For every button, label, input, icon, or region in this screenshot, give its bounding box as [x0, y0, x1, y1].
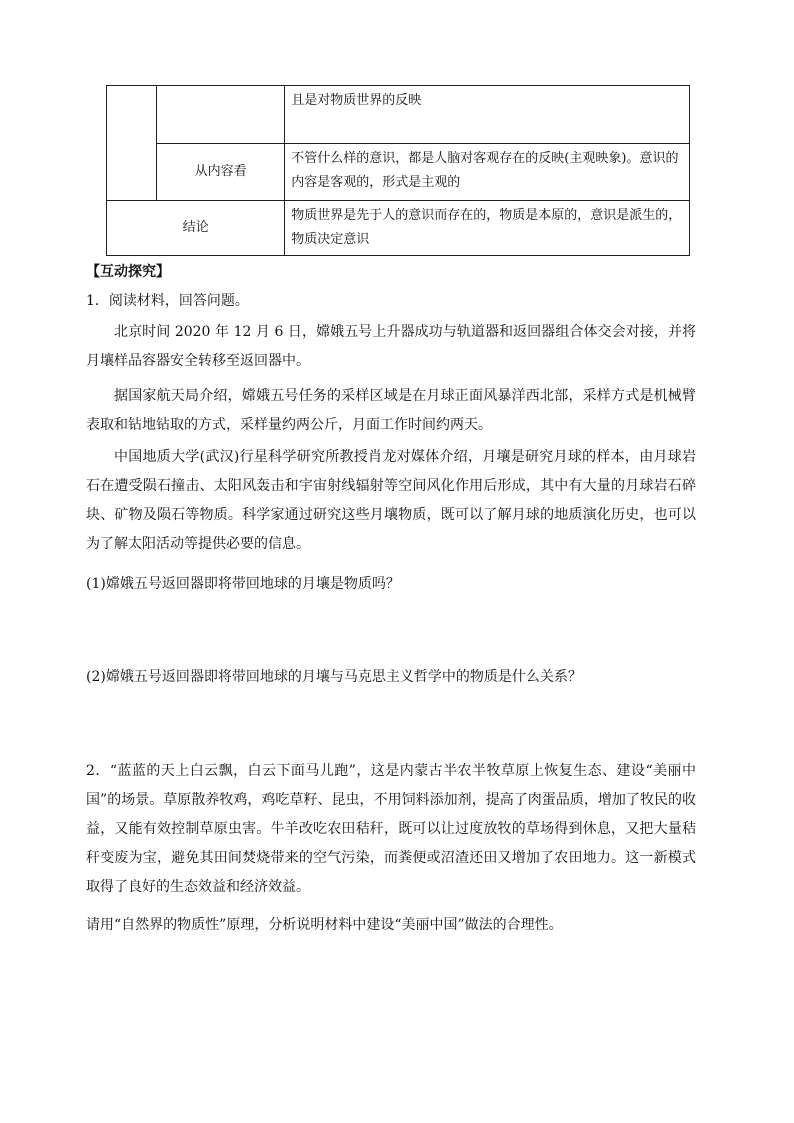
section-title: 【互动探究】 — [86, 264, 170, 280]
question-1-sub-2: (2)嫦娥五号返回器即将带回地球的月壤与马克思主义哲学中的物质是什么关系？ — [86, 669, 582, 685]
table-row — [107, 144, 690, 200]
table-row — [107, 200, 690, 255]
q2-paragraph: 2．“蓝蓝的天上白云飘，白云下面马儿跑”，这是内蒙古半农半牧草原上恢复生态、建设“美丽中国”的场景。草原散养牧鸡，鸡吃草籽、昆虫，不用饲料添加剂，提高了肉蛋品质，增加了牧民的收益，又能有效控制草原虫害。牛羊改吃农田秸秆，既可以让过度放牧的草场得到休息，又把大量秸秆变废为宝，避免其田间焚烧带来的空气污染，而粪便或沼渣还田又增加了农田地力。这一新模式取得了良好的生态效益和经济效益。 — [86, 763, 696, 895]
q1-paragraph-1: 北京时间 2020 年 12 月 6 日，嫦娥五号上升器成功与轨道器和返回器组合体交会对接，并将月壤样品容器安全转移至返回器中。 — [86, 324, 696, 369]
row3-content: 物质世界是先于人的意识而存在的，物质是本原的，意识是派生的，物质决定意识 — [291, 207, 682, 247]
table-cell-content — [285, 144, 690, 200]
table-cell-content — [285, 86, 690, 144]
table-cell-empty — [107, 86, 157, 201]
comparison-table — [106, 85, 690, 256]
row2-label: 从内容看 — [157, 144, 285, 200]
row3-label: 结论 — [107, 200, 285, 255]
table-cell-empty — [157, 86, 285, 144]
question-1-sub-1: (1)嫦娥五号返回器即将带回地球的月壤是物质吗？ — [86, 576, 400, 592]
row2-content: 不管什么样的意识，都是人脑对客观存在的反映(主观映象)。意识的内容是客观的，形式是主观的 — [291, 151, 679, 191]
row1-content: 且是对物质世界的反映 — [291, 93, 422, 108]
q1-paragraph-3: 中国地质大学(武汉)行星科学研究所教授肖龙对媒体介绍，月壤是研究月球的样本，由月球岩石在遭受陨石撞击、太阳风轰击和宇宙射线辐射等空间风化作用后形成，其中有大量的月球岩石碎块、矿物及陨石等物质。科学家通过研究这些月壤物质，既可以了解月球的地质演化历史，也可以为了解太阳活动等提供必要的信息。 — [86, 449, 696, 552]
q1-paragraph-2: 据国家航天局介绍，嫦娥五号任务的采样区域是在月球正面风暴洋西北部，采样方式是机械臂表取和钻地钻取的方式，采样量约两公斤，月面工作时间约两天。 — [86, 388, 696, 433]
table-cell-content — [285, 200, 690, 255]
question-1-heading: 1．阅读材料，回答问题。 — [86, 293, 249, 309]
table-row — [107, 86, 690, 144]
question-2-prompt: 请用“自然界的物质性”原理，分析说明材料中建设“美丽中国”做法的合理性。 — [86, 917, 563, 933]
